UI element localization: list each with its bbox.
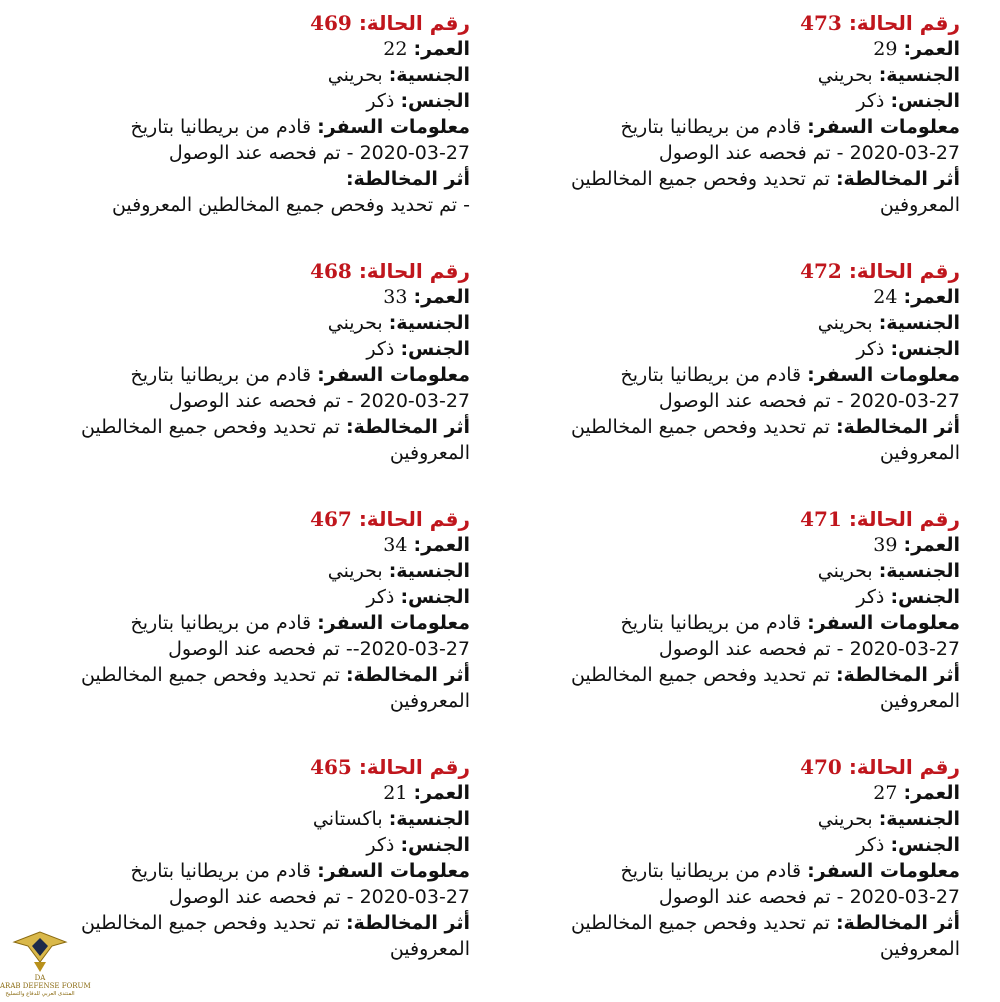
contacts-line: أثر المخالطة: تم تحديد وفحص جميع المخالطين المعروفين [570, 664, 960, 712]
age-line: العمر: 22 [383, 38, 470, 60]
logo-initials: DA [34, 974, 46, 982]
travel-line: معلومات السفر: قادم من بريطانيا بتاريخ [130, 116, 470, 138]
nationality-line: الجنسية: بحريني [327, 560, 470, 582]
case-number: رقم الحالة: 467 [310, 507, 470, 531]
arab-defense-forum-logo [0, 928, 91, 1000]
nationality-line: الجنسية: بحريني [327, 64, 470, 86]
logo-subtitle: المنتدى العربي للدفاع والتسليح [5, 990, 75, 997]
right-column [520, 10, 960, 1002]
case-number: رقم الحالة: 472 [800, 259, 960, 283]
left-column [20, 10, 470, 1002]
travel-date-line: 2020-03-27 - تم فحصه عند الوصول [658, 142, 960, 164]
gender-line: الجنس: ذكر [366, 834, 470, 856]
case-card [20, 258, 470, 506]
contacts-line: أثر المخالطة: تم تحديد وفحص جميع المخالطين المعروفين [80, 912, 470, 960]
nationality-line: الجنسية: بحريني [817, 312, 960, 334]
age-line: العمر: 29 [873, 38, 960, 60]
contacts-line: أثر المخالطة: تم تحديد وفحص جميع المخالطين المعروفين [80, 416, 470, 464]
travel-date-line: 2020-03-27 - تم فحصه عند الوصول [658, 638, 960, 660]
case-number: رقم الحالة: 465 [310, 755, 470, 779]
travel-line: معلومات السفر: قادم من بريطانيا بتاريخ [620, 612, 960, 634]
gender-line: الجنس: ذكر [856, 834, 960, 856]
age-line: العمر: 34 [383, 534, 470, 556]
gender-line: الجنس: ذكر [366, 586, 470, 608]
age-line: العمر: 27 [873, 782, 960, 804]
contacts-line: أثر المخالطة: تم تحديد وفحص جميع المخالطين المعروفين [570, 912, 960, 960]
gender-line: الجنس: ذكر [366, 90, 470, 112]
travel-line: معلومات السفر: قادم من بريطانيا بتاريخ [620, 364, 960, 386]
case-card [20, 10, 470, 258]
travel-date-line: 2020-03-27 - تم فحصه عند الوصول [168, 142, 470, 164]
travel-line: معلومات السفر: قادم من بريطانيا بتاريخ [130, 364, 470, 386]
age-line: العمر: 39 [873, 534, 960, 556]
contacts-line: أثر المخالطة: تم تحديد وفحص جميع المخالطين المعروفين [570, 168, 960, 216]
case-card [520, 754, 960, 1002]
nationality-line: الجنسية: بحريني [817, 808, 960, 830]
age-line: العمر: 21 [383, 782, 470, 804]
case-card [520, 258, 960, 506]
travel-line: معلومات السفر: قادم من بريطانيا بتاريخ [130, 612, 470, 634]
nationality-line: الجنسية: بحريني [817, 64, 960, 86]
case-number: رقم الحالة: 469 [310, 11, 470, 35]
contacts-line: أثر المخالطة: تم تحديد وفحص جميع المخالطين المعروفين [80, 664, 470, 712]
contacts-label-line: أثر المخالطة: [345, 168, 470, 190]
case-card [20, 506, 470, 754]
case-card [520, 506, 960, 754]
age-line: العمر: 24 [873, 286, 960, 308]
nationality-line: الجنسية: باكستاني [312, 808, 470, 830]
case-card [20, 754, 470, 1002]
travel-line: معلومات السفر: قادم من بريطانيا بتاريخ [620, 116, 960, 138]
case-number: رقم الحالة: 473 [800, 11, 960, 35]
contacts-line: - تم تحديد وفحص جميع المخالطين المعروفين [111, 194, 470, 216]
travel-date-line: 2020-03-27 - تم فحصه عند الوصول [168, 390, 470, 412]
case-number: رقم الحالة: 468 [310, 259, 470, 283]
travel-date-line: 2020-03-27 - تم فحصه عند الوصول [168, 886, 470, 908]
gender-line: الجنس: ذكر [856, 90, 960, 112]
gender-line: الجنس: ذكر [856, 338, 960, 360]
travel-date-line: 2020-03-27-- تم فحصه عند الوصول [168, 638, 470, 660]
logo-name: ARAB DEFENSE FORUM [0, 982, 91, 990]
gender-line: الجنس: ذكر [366, 338, 470, 360]
travel-line: معلومات السفر: قادم من بريطانيا بتاريخ [130, 860, 470, 882]
travel-date-line: 2020-03-27 - تم فحصه عند الوصول [658, 390, 960, 412]
travel-date-line: 2020-03-27 - تم فحصه عند الوصول [658, 886, 960, 908]
case-number: رقم الحالة: 470 [800, 755, 960, 779]
nationality-line: الجنسية: بحريني [817, 560, 960, 582]
case-card [520, 10, 960, 258]
gender-line: الجنس: ذكر [856, 586, 960, 608]
eagle-emblem-icon [10, 928, 70, 974]
age-line: العمر: 33 [383, 286, 470, 308]
travel-line: معلومات السفر: قادم من بريطانيا بتاريخ [620, 860, 960, 882]
contacts-line: أثر المخالطة: تم تحديد وفحص جميع المخالطين المعروفين [570, 416, 960, 464]
nationality-line: الجنسية: بحريني [327, 312, 470, 334]
case-number: رقم الحالة: 471 [800, 507, 960, 531]
